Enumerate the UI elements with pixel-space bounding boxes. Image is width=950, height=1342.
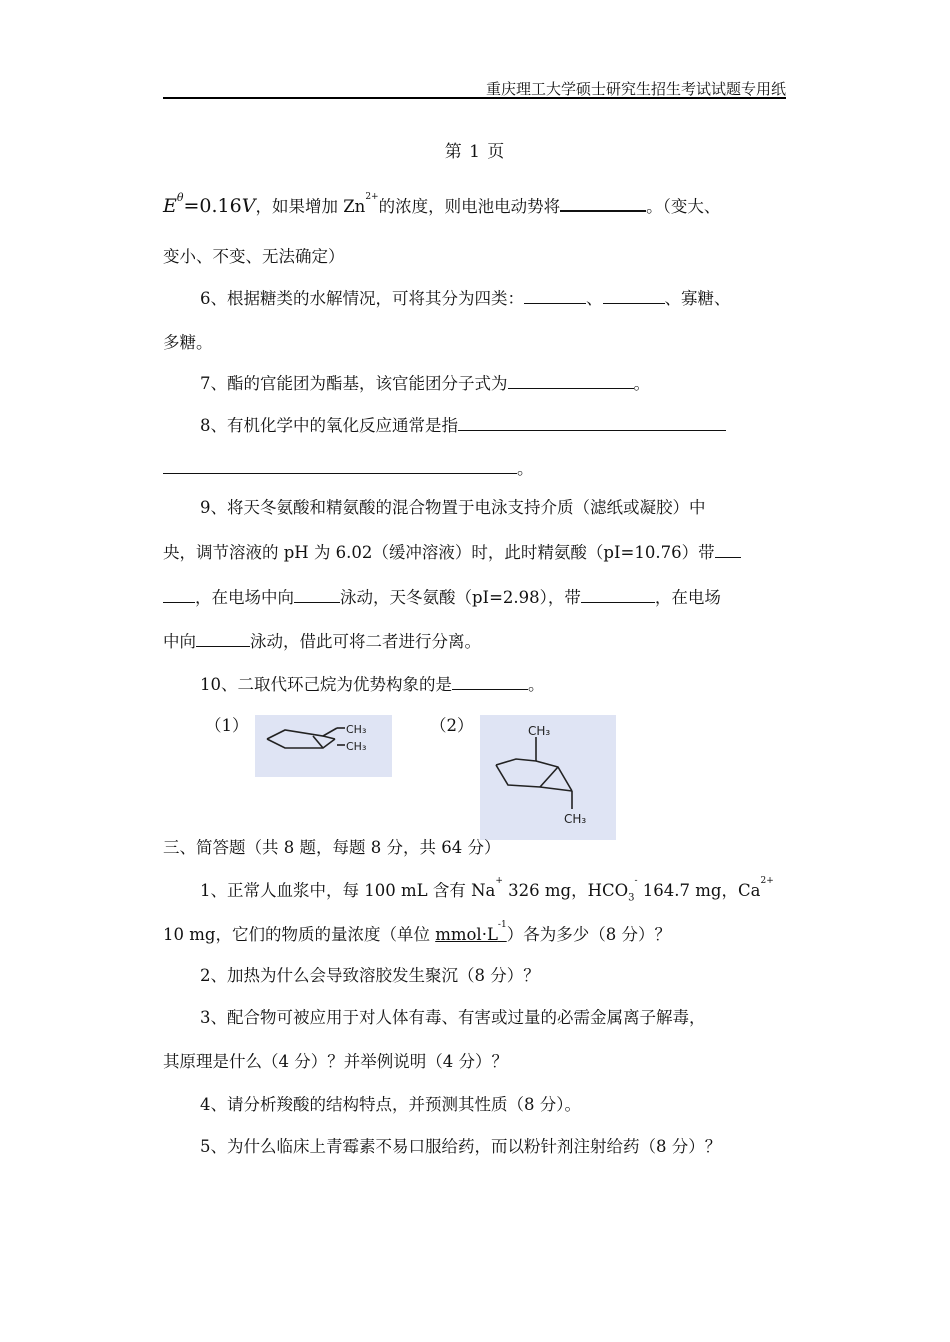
q9-line4: 中向 泳动，借此可将二者进行分离。 bbox=[163, 632, 481, 651]
q9-line2: 央，调节溶液的 pH 为 6.02（缓冲溶液）时，此时精氨酸（pI=10.76）带 bbox=[163, 539, 741, 563]
page-number: 第 1 页 bbox=[444, 142, 506, 162]
section3-title: 三、简答题（共 8 题，每题 8 分，共 64 分） bbox=[163, 838, 501, 857]
ch3-label-2b: CH₃ bbox=[564, 812, 587, 826]
blank-q6-b[interactable] bbox=[603, 289, 665, 304]
s3-q3-line2: 其原理是什么（4 分）？并举例说明（4 分）？ bbox=[163, 1052, 508, 1071]
q6-line2: 多糖。 bbox=[163, 333, 213, 352]
unit-mmol-per-l: $mmol\cdot L^{-1}$ bbox=[435, 920, 507, 944]
blank-q8-b[interactable] bbox=[163, 459, 517, 474]
blank-q9-c[interactable] bbox=[581, 588, 655, 603]
q9-line3: ，在电场中向 泳动，天冬氨酸（pI=2.98），带 ，在电场 bbox=[163, 584, 721, 608]
ch3-label-1a: CH₃ bbox=[346, 723, 367, 736]
q10-line: 10、二取代环己烷为优势构象的是 。 bbox=[200, 675, 545, 694]
structure-1-image bbox=[255, 715, 392, 777]
header-rule bbox=[163, 97, 786, 99]
q6-line1: 6、根据糖类的水解情况，可将其分为四类： 、 、寡糖、 bbox=[200, 289, 731, 308]
blank-q5[interactable] bbox=[560, 196, 646, 212]
ch3-label-2a: CH₃ bbox=[528, 724, 551, 738]
blank-q9-a1[interactable] bbox=[715, 543, 741, 558]
blank-q8-a[interactable] bbox=[458, 416, 726, 431]
formula-e0: $E^\theta=0.16V$ bbox=[163, 191, 256, 217]
s3-q1-line2: 10 mg，它们的物质的量浓度（单位 $mmol\cdot L^{-1}$）各为多少（8 分）？ bbox=[163, 920, 671, 944]
s3-q4: 4、请分析羧酸的结构特点，并预测其性质（8 分）。 bbox=[200, 1095, 581, 1114]
q8-line2: 。 bbox=[163, 455, 534, 479]
q5-line1: $E^\theta=0.16V$，如果增加 $Zn^{2+}$的浓度，则电池电动势将 。（变大、 bbox=[163, 191, 721, 217]
q9-line1: 9、将天冬氨酸和精氨酸的混合物置于电泳支持介质（滤纸或凝胶）中 bbox=[200, 498, 706, 517]
blank-q10[interactable] bbox=[452, 675, 528, 690]
blank-q9-d[interactable] bbox=[196, 632, 250, 647]
blank-q6-a[interactable] bbox=[524, 289, 586, 304]
q8-line1: 8、有机化学中的氧化反应通常是指 bbox=[200, 412, 726, 436]
s3-q5: 5、为什么临床上青霉素不易口服给药，而以粉针剂注射给药（8 分）？ bbox=[200, 1137, 722, 1156]
blank-q9-a2[interactable] bbox=[163, 588, 195, 603]
option-2-label: （2） bbox=[430, 716, 474, 735]
ch3-label-1b: CH₃ bbox=[346, 740, 367, 753]
s3-q3-line1: 3、配合物可被应用于对人体有毒、有害或过量的必需金属离子解毒， bbox=[200, 1008, 706, 1027]
blank-q7[interactable] bbox=[508, 374, 634, 389]
header-title: 重庆理工大学硕士研究生招生考试试题专用纸 bbox=[485, 80, 786, 98]
s3-q1-line1: 1、正常人血浆中，每 100 mL 含有 Na+ 326 mg，$HCO_3^-$ 164.7 mg，$Ca^{2+}$ bbox=[200, 876, 774, 904]
option-1-label: （1） bbox=[205, 716, 249, 735]
q5-line2: 变小、不变、无法确定） bbox=[163, 247, 345, 266]
blank-q9-b[interactable] bbox=[294, 588, 340, 603]
s3-q2: 2、加热为什么会导致溶胶发生聚沉（8 分）？ bbox=[200, 966, 540, 985]
q7-line: 7、酯的官能团为酯基，该官能团分子式为 。 bbox=[200, 374, 650, 393]
structure-2-image bbox=[480, 715, 616, 840]
